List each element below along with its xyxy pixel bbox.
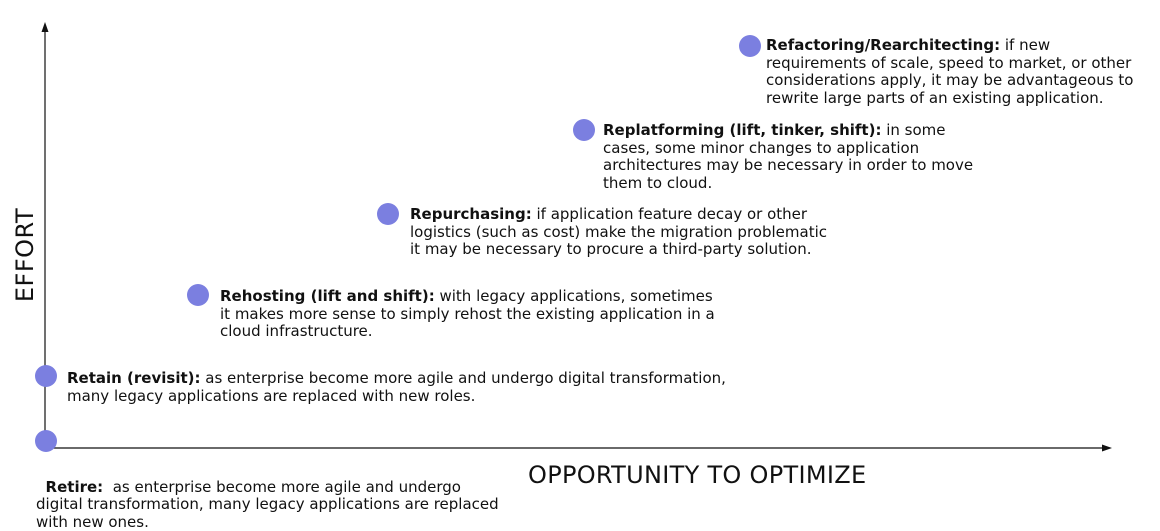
retain-text: as enterprise become more agile and undergo digital transformation, many legacy applications are replaced with new roles. — [67, 369, 726, 405]
retire-marker — [35, 430, 57, 452]
x-axis-label: OPPORTUNITY TO OPTIMIZE — [528, 461, 867, 489]
retain-description — [67, 370, 732, 405]
refactoring-text: if new requirements of scale, speed to market, or other considerations apply, it may be advantageous to rewrite large parts of an existing application. — [766, 36, 1134, 107]
replatforming-marker — [573, 119, 595, 141]
y-axis-arrow-icon — [42, 22, 49, 32]
rehosting-description — [220, 288, 715, 341]
repurchasing-title: Repurchasing: — [410, 205, 532, 223]
retire-description — [36, 461, 506, 531]
replatforming-text: in some cases, some minor changes to application architectures may be necessary in order to move them to cloud. — [603, 121, 974, 192]
retain-marker — [35, 365, 57, 387]
y-axis-label: EFFORT — [11, 207, 39, 303]
repurchasing-description — [410, 206, 830, 259]
retain-title: Retain (revisit): — [67, 369, 201, 387]
rehosting-title: Rehosting (lift and shift): — [220, 287, 435, 305]
refactoring-description — [766, 37, 1151, 107]
x-axis-arrow-icon — [1102, 445, 1112, 452]
replatforming-description — [603, 122, 988, 192]
rehosting-text: with legacy applications, sometimes it makes more sense to simply rehost the existing application in a cloud infrastructure. — [220, 287, 715, 340]
repurchasing-marker — [377, 203, 399, 225]
rehosting-marker — [187, 284, 209, 306]
refactoring-title: Refactoring/Rearchitecting: — [766, 36, 1001, 54]
repurchasing-text: if application feature decay or other logistics (such as cost) make the migration problematic it may be necessary to procure a third-party solution. — [410, 205, 827, 258]
refactoring-marker — [739, 35, 761, 57]
replatforming-title: Replatforming (lift, tinker, shift): — [603, 121, 882, 139]
retire-text: as enterprise become more agile and undergo digital transformation, many legacy applications are replaced with new ones. — [36, 477, 504, 531]
retire-title: Retire: — [45, 477, 104, 496]
